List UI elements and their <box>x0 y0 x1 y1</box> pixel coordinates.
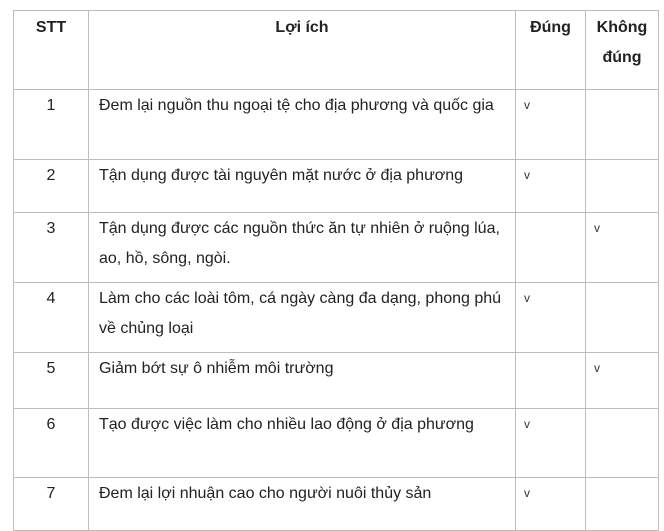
table-row <box>14 478 659 531</box>
row-number: 1 <box>14 90 89 160</box>
row-incorrect-mark <box>586 409 659 478</box>
table-row <box>14 90 659 160</box>
row-correct-mark: v <box>516 478 586 531</box>
row-benefit: Tận dụng được tài nguyên mặt nước ở địa phương <box>89 160 516 213</box>
row-correct-mark <box>516 353 586 409</box>
header-incorrect: Không đúng <box>586 11 659 90</box>
row-number: 5 <box>14 353 89 409</box>
table-row <box>14 213 659 283</box>
row-incorrect-mark <box>586 478 659 531</box>
header-correct: Đúng <box>516 11 586 90</box>
benefits-table <box>13 10 659 531</box>
table-row <box>14 283 659 353</box>
row-incorrect-mark <box>586 283 659 353</box>
row-correct-mark <box>516 213 586 283</box>
row-benefit: Đem lại nguồn thu ngoại tệ cho địa phương và quốc gia <box>89 90 516 160</box>
row-correct-mark: v <box>516 90 586 160</box>
row-incorrect-mark <box>586 160 659 213</box>
row-number: 3 <box>14 213 89 283</box>
table-header-row <box>14 11 659 90</box>
row-number: 4 <box>14 283 89 353</box>
table-row <box>14 353 659 409</box>
row-benefit: Tạo được việc làm cho nhiều lao động ở địa phương <box>89 409 516 478</box>
row-incorrect-mark: v <box>586 353 659 409</box>
header-benefit: Lợi ích <box>89 11 516 90</box>
row-number: 2 <box>14 160 89 213</box>
row-incorrect-mark <box>586 90 659 160</box>
row-incorrect-mark: v <box>586 213 659 283</box>
row-number: 6 <box>14 409 89 478</box>
row-number: 7 <box>14 478 89 531</box>
row-benefit: Giảm bớt sự ô nhiễm môi trường <box>89 353 516 409</box>
row-benefit: Tận dụng được các nguồn thức ăn tự nhiên ở ruộng lúa, ao, hồ, sông, ngòi. <box>89 213 516 283</box>
row-correct-mark: v <box>516 160 586 213</box>
row-benefit: Làm cho các loài tôm, cá ngày càng đa dạng, phong phú về chủng loại <box>89 283 516 353</box>
row-benefit: Đem lại lợi nhuận cao cho người nuôi thủy sản <box>89 478 516 531</box>
row-correct-mark: v <box>516 283 586 353</box>
header-stt: STT <box>14 11 89 90</box>
table-row <box>14 160 659 213</box>
row-correct-mark: v <box>516 409 586 478</box>
table-row <box>14 409 659 478</box>
